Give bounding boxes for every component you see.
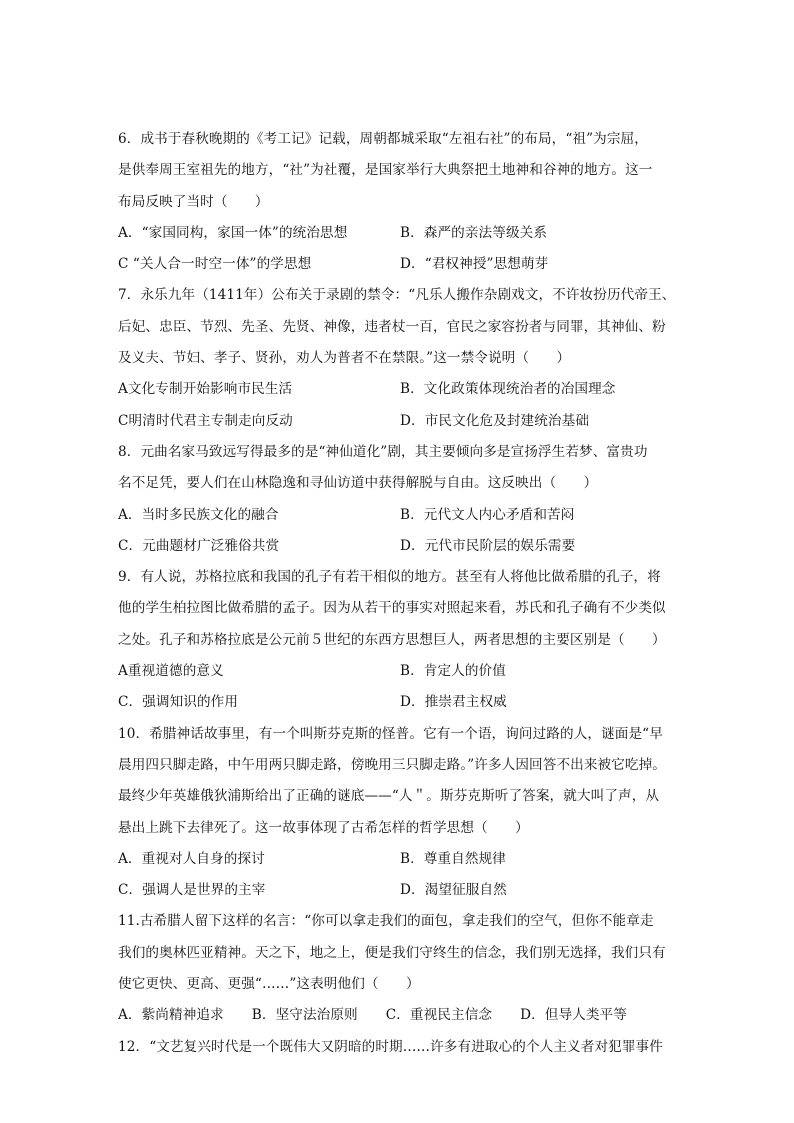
question-8 (118, 437, 678, 562)
option-b: B．肯定人的价值 (400, 663, 506, 680)
option-a: A．紫尚精神追求 (118, 1007, 224, 1024)
option-a: A文化专制开始影响市民生活 (118, 381, 293, 398)
option-b: B．文化政策体现统治者的冶国理念 (400, 381, 616, 398)
option-row (118, 374, 678, 405)
option-row (118, 875, 678, 906)
question-stem-line: 及义夫、节妇、孝子、贤孙，劝人为普者不在禁限。”这一禁令说明（ ） (118, 350, 571, 367)
question-stem-line: 后妃、忠臣、节烈、先圣、先贤、神像，违者杖一百，官民之家容扮者与同罪，其神仙、粉 (118, 318, 666, 335)
question-stem-line: 6．成书于春秋晚期的《考工记》记载，周朝都城采取“左祖右社”的布局，“祖”为宗屈， (118, 131, 648, 147)
option-b: B．尊重自然规律 (400, 850, 506, 867)
question-stem-line: 12．“文艺复兴时代是一个既伟大又阴暗的时期……许多有进取心的个人主义者对犯罪事件 (118, 1038, 663, 1055)
option-row (118, 500, 678, 531)
option-c: C．强调知识的作用 (118, 694, 239, 711)
question-stem-line: 悬出上跳下去律死了。这一故事体现了古希怎样的哲学思想（ ） (118, 819, 529, 836)
option-b: B．元代文人内心矛盾和苦闷 (400, 506, 575, 523)
question-stem-line: 最终少年英雄俄狄浦斯给出了正确的谜底——“人＂。斯芬克斯听了答案，就大叫了声，从 (118, 788, 660, 805)
option-row (118, 844, 678, 875)
option-c: C．强调人是世界的主宰 (118, 882, 266, 899)
question-stem-line: 晨用四只脚走路，中午用两只脚走路，傍晚用三只脚走路。”许多人因回答不出来被它吃掉。 (118, 756, 666, 773)
option-c: C．重视民主信念 (385, 1007, 493, 1024)
question-stem-line: 我们的奥林匹亚精神。天之下，地之上，便是我们守终生的信念，我们别无选择，我们只有 (118, 944, 666, 961)
option-a: A重视道德的意义 (118, 663, 224, 680)
option-row (118, 656, 678, 687)
option-d: D．渴望征服自然 (400, 882, 507, 899)
question-stem-line: 是供奉周王室祖先的地方，“社”为社覆，是国家举行大典祭把土地神和谷神的地方。这一 (118, 162, 653, 179)
question-7 (118, 280, 678, 436)
option-a: A．“家国同构，家国一体”的统治思想 (118, 224, 348, 241)
option-row (118, 249, 678, 280)
option-a: A．当时多民族文化的融合 (118, 506, 279, 523)
option-d: D．但导人类平等 (520, 1007, 627, 1024)
question-6 (118, 124, 678, 280)
question-stem-line: 8．元曲名家马致远写得最多的是“神仙道化”剧，其主要倾向多是宣扬浮生若梦、富贵功 (118, 443, 648, 460)
option-c: C明清时代君主专制走向反动 (118, 412, 293, 429)
document-page (118, 124, 678, 1063)
option-row (118, 531, 678, 562)
question-9 (118, 562, 678, 718)
option-d: D．元代市民阶层的娱乐需要 (400, 537, 576, 554)
option-d: D．“君权神授”思想萌芽 (400, 256, 549, 273)
option-d: D．推崇君主权威 (400, 694, 507, 711)
question-11 (118, 906, 678, 1031)
option-a: A．重视对人自身的探讨 (118, 850, 265, 867)
option-d: D．市民文化危及封建统治基础 (400, 412, 590, 429)
option-row (118, 218, 678, 249)
question-stem-line: 7．永乐九年（1411年）公布关于录剧的禁令：“凡乐人搬作杂剧戏文，不许妆扮历代帝王、 (118, 287, 676, 304)
question-stem-line: 布局反映了当时（ ） (118, 193, 269, 210)
question-stem-line: 9．有人说，苏格拉底和我国的孔子有若干相似的地方。甚至有人将他比做希腊的孔子，将 (118, 569, 661, 586)
question-stem-line: 10．希腊神话故事里，有一个叫斯芬克斯的怪普。它有一个语，询问过路的人，谜面是“早 (118, 725, 663, 742)
option-b: B．坚守法治原则 (251, 1007, 358, 1024)
option-row (118, 1000, 678, 1031)
question-stem-line: 他的学生柏拉图比做希腊的孟子。因为从若干的事实对照起来看，苏氏和孔子确有不少类似 (118, 600, 666, 617)
option-row (118, 406, 678, 437)
question-stem-line: 11.古希腊人留下这样的名言：“你可以拿走我们的面包，拿走我们的空气，但你不能章走 (118, 913, 654, 930)
option-row (118, 687, 678, 718)
question-stem-line: 之处。孔子和苏格拉底是公元前５世纪的东西方思想巨人，两者思想的主要区别是（ ） (118, 631, 666, 648)
option-c: C．元曲题材广泛雅俗共赏 (118, 537, 280, 554)
question-12 (118, 1032, 678, 1063)
option-c: C “关人合一时空一体”的学思想 (118, 256, 312, 273)
question-stem-line: 使它更快、更高、更强“……”这表明他们（ ） (118, 976, 420, 993)
option-b: B．森严的亲法等级关系 (400, 224, 548, 241)
question-stem-line: 名不足凭，要人们在山林隐逸和寻仙访道中获得解脱与自由。这反映出（ ） (118, 475, 598, 492)
question-10 (118, 719, 678, 907)
